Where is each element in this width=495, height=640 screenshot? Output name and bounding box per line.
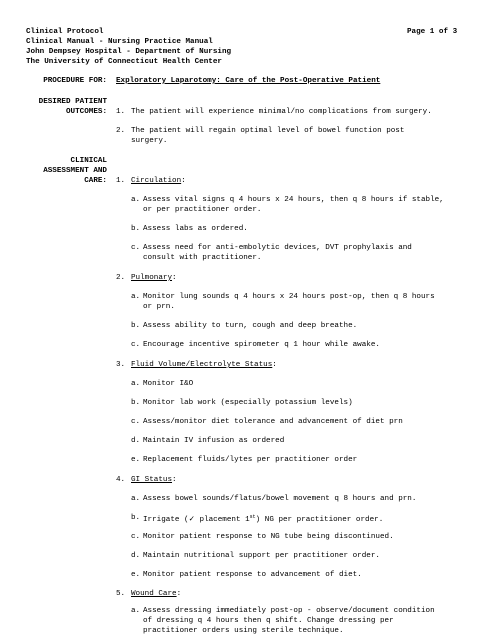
section-4-heading: GI Status: (131, 476, 177, 484)
outcome-1-number: 1. (116, 108, 126, 116)
circulation-c-line2: consult with practitioner. (143, 254, 262, 262)
assessment-label-line1: CLINICAL (70, 157, 107, 165)
section-5-heading: Wound Care: (131, 590, 182, 598)
pulmonary-a-line1: Monitor lung sounds q 4 hours x 24 hours post-op, then q 8 hours (143, 293, 435, 301)
circulation-b-letter: b. (131, 225, 141, 233)
section-5-number: 5. (116, 590, 126, 598)
fluid-a-line1: Monitor I&O (143, 380, 194, 388)
procedure-label: PROCEDURE FOR: (43, 77, 107, 85)
outcome-2-text-line2: surgery. (131, 137, 168, 145)
outcome-2-number: 2. (116, 127, 126, 135)
fluid-b-line1: Monitor lab work (especially potassium levels) (143, 399, 353, 407)
circulation-c-line1: Assess need for anti-embolytic devices, DVT prophylaxis and (143, 244, 412, 252)
wound-a-line3: practitioner orders using sterile technique. (143, 627, 344, 635)
outcomes-label-line1: DESIRED PATIENT (38, 98, 107, 106)
gi-a-line1: Assess bowel sounds/flatus/bowel movement q 8 hours and prn. (143, 495, 417, 503)
gi-b-sup: st (249, 514, 256, 520)
gi-b-post: ) NG per practitioner order. (255, 516, 384, 524)
pulmonary-a-line2: or prn. (143, 303, 175, 311)
circulation-a-line1: Assess vital signs q 4 hours x 24 hours, then q 8 hours if stable, (143, 196, 444, 204)
assessment-label-line2: ASSESSMENT AND (43, 167, 107, 175)
section-4-number: 4. (116, 476, 126, 484)
fluid-c-line1: Assess/monitor diet tolerance and advancement of diet prn (143, 418, 403, 426)
fluid-e-line1: Replacement fluids/lytes per practitioner order (143, 456, 358, 464)
outcomes-label-line2: OUTCOMES: (65, 108, 107, 116)
gi-c-line1: Monitor patient response to NG tube being discontinued. (143, 533, 394, 541)
gi-e-line1: Monitor patient response to advancement of diet. (143, 571, 362, 579)
gi-e-letter: e. (131, 571, 141, 579)
gi-d-line1: Maintain nutritional support per practitioner order. (143, 552, 380, 560)
header-line-university: The University of Connecticut Health Center (26, 58, 222, 66)
fluid-e-letter: e. (131, 456, 141, 464)
gi-a-letter: a. (131, 495, 141, 503)
pulmonary-c-line1: Encourage incentive spirometer q 1 hour while awake. (143, 341, 380, 349)
section-2-heading: Pulmonary: (131, 274, 177, 282)
outcome-1-text: The patient will experience minimal/no complications from surgery. (131, 108, 432, 116)
circulation-b-line1: Assess labs as ordered. (143, 225, 248, 233)
gi-c-letter: c. (131, 533, 141, 541)
fluid-d-line1: Maintain IV infusion as ordered (143, 437, 285, 445)
pulmonary-a-letter: a. (131, 293, 141, 301)
circulation-a-letter: a. (131, 196, 141, 204)
check-icon: ✓ (188, 514, 195, 523)
assessment-label-line3: CARE: (84, 177, 107, 185)
circulation-a-line2: or per practitioner order. (143, 206, 262, 214)
header-line-hospital: John Dempsey Hospital - Department of Nursing (26, 48, 232, 56)
section-1-title: Circulation (131, 177, 182, 185)
wound-a-line1: Assess dressing immediately post-op - observe/document condition (143, 607, 435, 615)
section-3-title: Fluid Volume/Electrolyte Status (131, 361, 273, 369)
section-4-title: GI Status (131, 476, 173, 484)
page-number: Page 1 of 3 (407, 28, 458, 36)
section-3-number: 3. (116, 361, 126, 369)
outcome-2-text-line1: The patient will regain optimal level of bowel function post (131, 127, 405, 135)
wound-a-letter: a. (131, 607, 141, 615)
section-1-number: 1. (116, 177, 126, 185)
fluid-b-letter: b. (131, 399, 141, 407)
circulation-c-letter: c. (131, 244, 141, 252)
header-line-protocol: Clinical Protocol (26, 28, 104, 36)
section-5-title: Wound Care (131, 590, 177, 598)
pulmonary-b-letter: b. (131, 322, 141, 330)
section-3-heading: Fluid Volume/Electrolyte Status: (131, 361, 277, 369)
gi-b-line1 (143, 514, 383, 526)
gi-b-mid: placement 1 (194, 516, 250, 524)
header-line-manual: Clinical Manual - Nursing Practice Manual (26, 38, 213, 46)
fluid-c-letter: c. (131, 418, 141, 426)
wound-a-line2: of dressing q 4 hours then q shift. Change dressing per (143, 617, 394, 625)
fluid-a-letter: a. (131, 380, 141, 388)
gi-b-letter: b. (131, 514, 141, 522)
pulmonary-b-line1: Assess ability to turn, cough and deep breathe. (143, 322, 358, 330)
fluid-d-letter: d. (131, 437, 141, 445)
gi-d-letter: d. (131, 552, 141, 560)
procedure-title: Exploratory Laparotomy: Care of the Post-Operative Patient (116, 77, 381, 85)
section-1-heading: Circulation: (131, 177, 186, 185)
section-2-title: Pulmonary (131, 274, 173, 282)
pulmonary-c-letter: c. (131, 341, 141, 349)
section-2-number: 2. (116, 274, 126, 282)
gi-b-pre: Irrigate ( (143, 516, 189, 524)
